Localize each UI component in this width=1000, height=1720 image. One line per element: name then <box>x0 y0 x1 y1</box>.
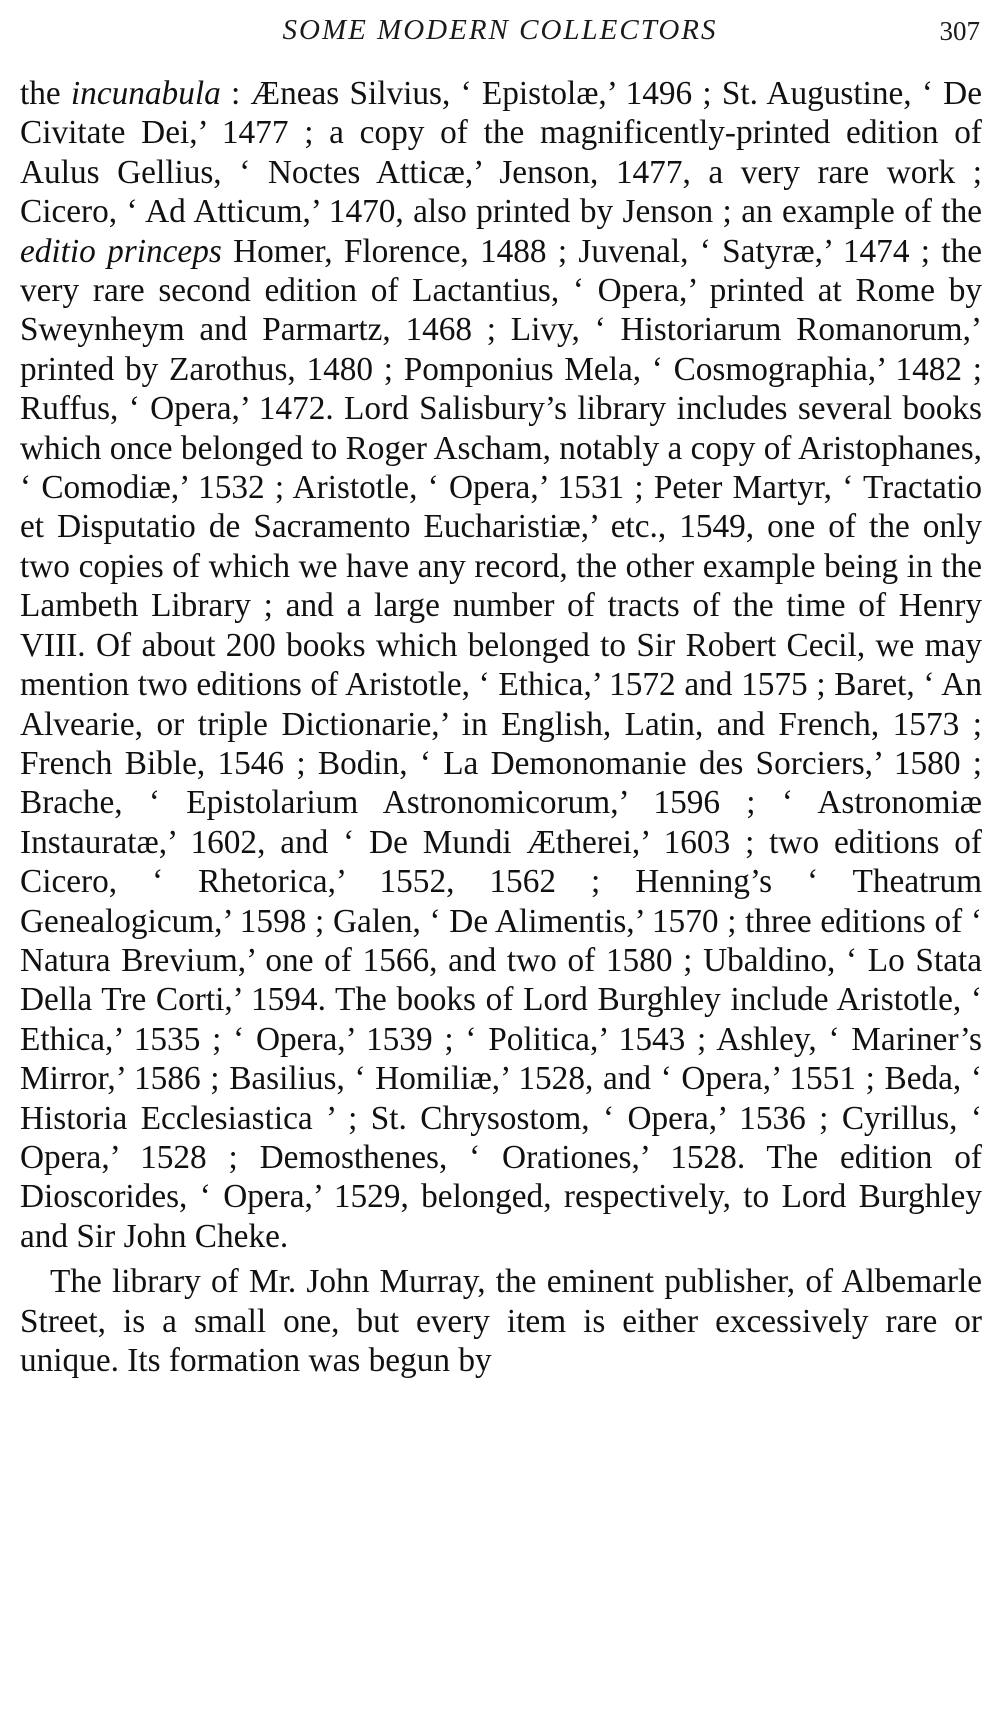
italic-term-incunabula: incunabula <box>70 75 221 112</box>
text-run: the <box>20 75 71 112</box>
page-number: 307 <box>939 16 980 46</box>
paragraph-murray-library: The library of Mr. John Murray, the eminent publisher, of Albemarle Street, is a small one, but every item is either excessively rare or unique. Its formation was begun by <box>20 1263 982 1379</box>
italic-term-editio-princeps: editio princeps <box>20 232 222 270</box>
running-title: SOME MODERN COLLECTORS <box>282 14 718 46</box>
paragraph-continued <box>20 74 982 1256</box>
text-run: : Æneas Silvius, ‘ Epistolæ,’ 1496 ; St. Augustine, ‘ De Civitate Dei,’ 1477 ; a copy of the magnificently-printed edition of Aulus Gellius, ‘ Noctes Atticæ,’ Jenson, 1477, a very rare work ; Cicero, ‘ Ad Atticum,’ 1470, also printed by Jenson ; an example of the <box>20 75 982 231</box>
running-head <box>20 8 980 58</box>
body-text <box>20 74 982 1380</box>
text-run: Homer, Florence, 1488 ; Juvenal, ‘ Satyræ,’ 1474 ; the very rare second edition of Lactantius, ‘ Opera,’ printed at Rome by Sweynheym and Parmartz, 1468 ; Livy, ‘ Historiarum Romanorum,’ printed by Zarothus, 1480 ; Pomponius Mela, ‘ Cosmographia,’ 1482 ; Ruffus, ‘ Opera,’ 1472. Lord Salisbury’s library includes several books which once belonged to Roger Ascham, notably a copy of Aristophanes, ‘ Comodiæ,’ 1532 ; Aristotle, ‘ Opera,’ 1531 ; Peter Martyr, ‘ Tractatio et Disputatio de Sacramento Eucharistiæ,’ etc., 1549, one of the only two copies of which we have any record, the other example being in the Lambeth Library ; and a large number of tracts of the time of Henry VIII. Of about 200 books which belonged to Sir Robert Cecil, we may mention two editions of Aristotle, ‘ Ethica,’ 1572 and 1575 ; Baret, ‘ An Alvearie, or triple Dictionarie,’ in English, Latin, and French, 1573 ; French Bible, 1546 ; Bodin, ‘ La Demonomanie des Sorciers,’ 1580 ; Brache, ‘ Epistolarium Astronomicorum,’ 1596 ; ‘ Astronomiæ Instauratæ,’ 1602, and ‘ De Mundi Ætherei,’ 1603 ; two editions of Cicero, ‘ Rhetorica,’ 1552, 1562 ; Henning’s ‘ Theatrum Genealogicum,’ 1598 ; Galen, ‘ De Alimentis,’ 1570 ; three editions of ‘ Natura Brevium,’ one of 1566, and two of 1580 ; Ubaldino, ‘ Lo Stata Della Tre Corti,’ 1594. The books of Lord Burghley include Aristotle, ‘ Ethica,’ 1535 ; ‘ Opera,’ 1539 ; ‘ Politica,’ 1543 ; Ashley, ‘ Mariner’s Mirror,’ 1586 ; Basilius, ‘ Homiliæ,’ 1528, and ‘ Opera,’ 1551 ; Beda, ‘ Historia Ecclesiastica ’ ; St. Chrysostom, ‘ Opera,’ 1536 ; Cyrillus, ‘ Opera,’ 1528 ; Demosthenes, ‘ Orationes,’ 1528. The edition of Dioscorides, ‘ Opera,’ 1529, belonged, respectively, to Lord Burghley and Sir John Cheke. <box>20 232 983 1255</box>
